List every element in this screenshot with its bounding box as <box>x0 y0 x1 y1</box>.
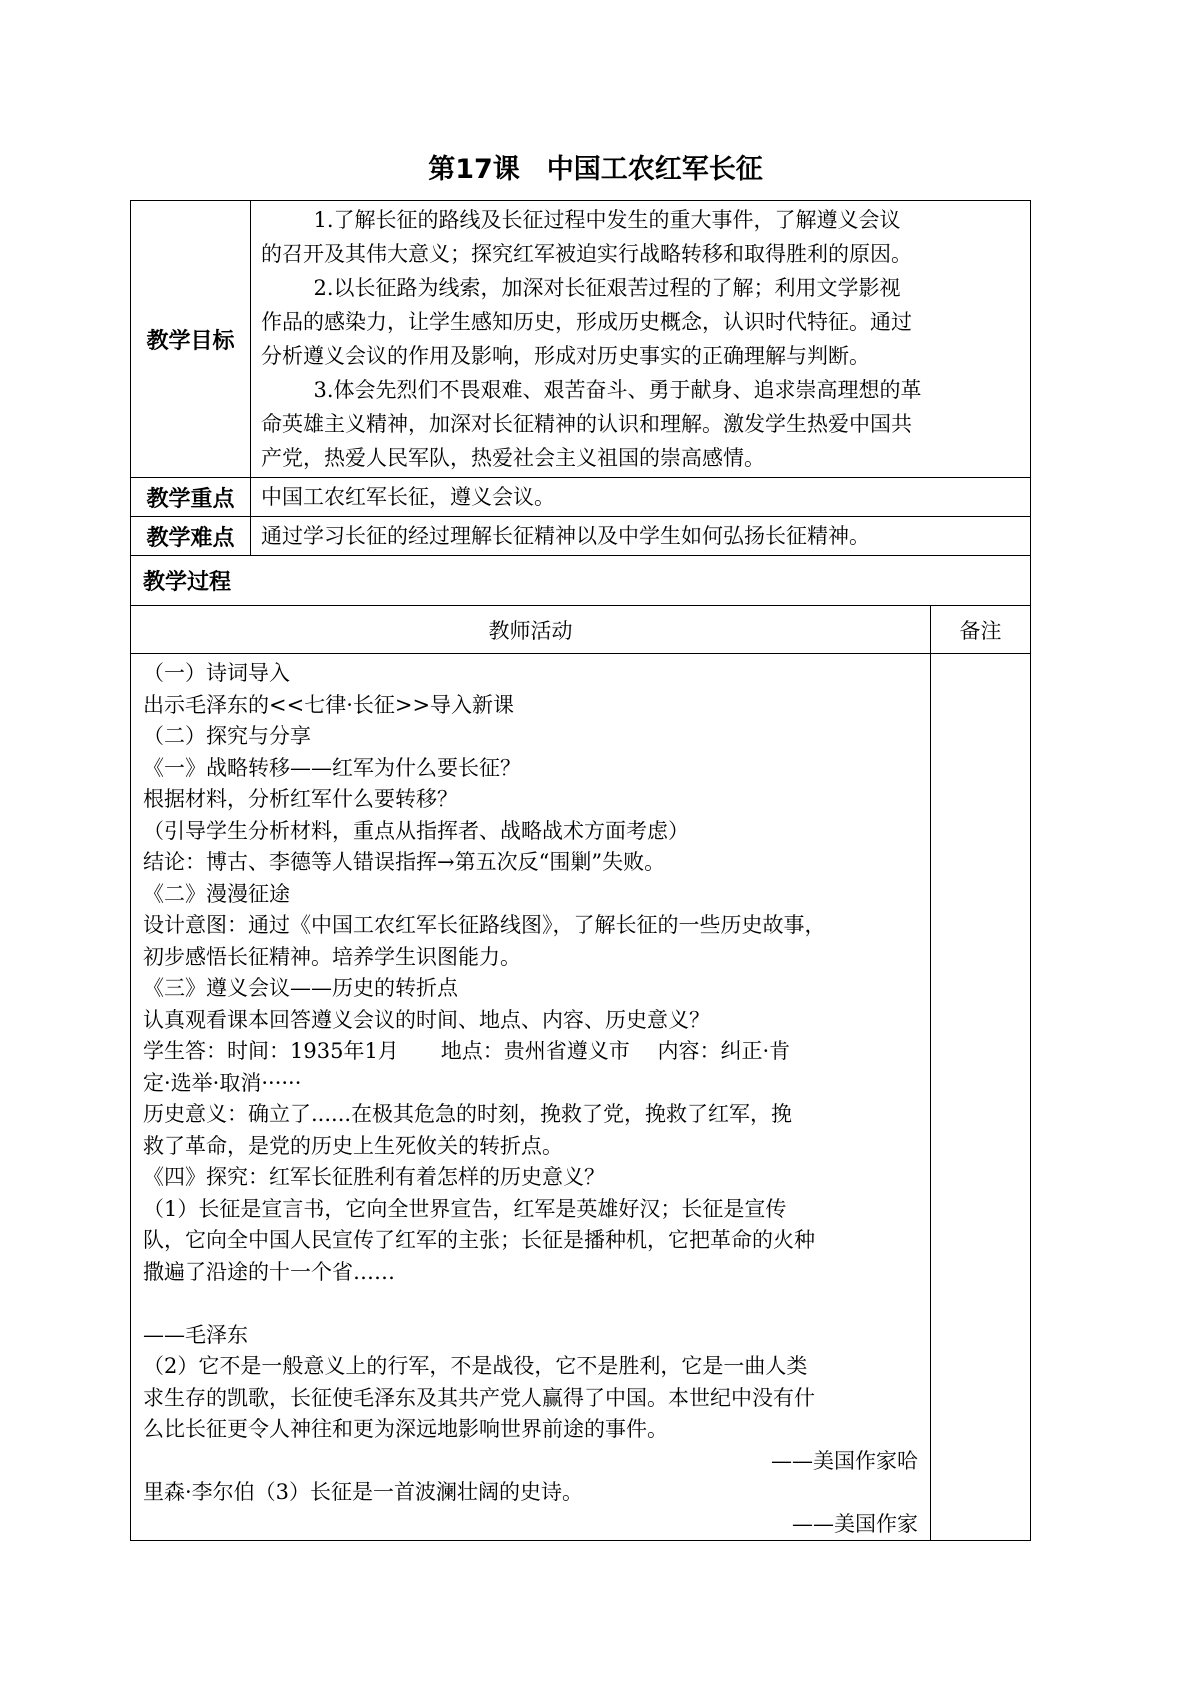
activity-line: （一）诗词导入 <box>143 661 290 685</box>
activity-line: 队，它向全中国人民宣传了红军的主张；长征是播种机，它把革命的火种 <box>143 1228 815 1252</box>
activity-line: 历史意义：确立了......在极其危急的时刻，挽救了党，挽救了红军，挽 <box>143 1102 793 1126</box>
lesson-plan-table <box>130 200 1031 1541</box>
objective-3-first-line: 3.体会先烈们不畏艰难、艰苦奋斗、勇于献身、追求崇高理想的革 <box>313 378 922 402</box>
key-points-text: 中国工农红军长征，遵义会议。 <box>251 478 1031 517</box>
activity-line: 根据材料，分析红军什么要转移？ <box>143 787 458 811</box>
activity-line: （2）它不是一般意义上的行军，不是战役，它不是胜利，它是一曲人类 <box>143 1354 808 1378</box>
objective-1-first-line: 1.了解长征的路线及长征过程中发生的重大事件，了解遵义会议 <box>313 208 901 232</box>
teacher-activity-content <box>131 654 931 1541</box>
notes-cell <box>931 654 1031 1541</box>
page-title: 第17课 中国工农红军长征 <box>428 154 763 185</box>
objective-1-line: 的召开及其伟大意义；探究红军被迫实行战略转移和取得胜利的原因。 <box>261 242 912 266</box>
attribution-line: ——美国作家 <box>792 1511 918 1536</box>
activity-line: 结论：博古、李德等人错误指挥→第五次反“围剿”失败。 <box>143 850 666 874</box>
objective-2-line: 作品的感染力，让学生感知历史，形成历史概念，认识时代特征。通过 <box>261 310 912 334</box>
activity-line: 求生存的凯歌，长征使毛泽东及其共产党人赢得了中国。本世纪中没有什 <box>143 1385 815 1410</box>
activity-line: 《三》遵义会议——历史的转折点 <box>143 976 458 1000</box>
process-body-row <box>131 654 1031 1541</box>
activity-line: 么比长征更令人神往和更为深远地影响世界前途的事件。 <box>143 1417 668 1441</box>
activity-line: 设计意图：通过《中国工农红军长征路线图》，了解长征的一些历史故事， <box>143 913 826 937</box>
notes-column-header: 备注 <box>931 606 1031 654</box>
activity-line: 出示毛泽东的<<七律·长征>>导入新课 <box>143 692 515 717</box>
process-header-row <box>131 556 1031 606</box>
activity-line: 学生答：时间：1935年1月 地点：贵州省遵义市 内容：纠正·肯 <box>143 1039 791 1063</box>
activity-line: 撒遍了沿途的十一个省…… <box>143 1259 395 1284</box>
activity-line: 里森·李尔伯（3）长征是一首波澜壮阔的史诗。 <box>143 1480 584 1504</box>
objectives-content <box>251 201 1031 478</box>
objective-3-line: 产党，热爱人民军队，热爱社会主义祖国的崇高感情。 <box>261 446 765 470</box>
activity-line: 《二》漫漫征途 <box>143 881 290 906</box>
difficulties-row <box>131 517 1031 556</box>
activity-line: （1）长征是宣言书，它向全世界宣告，红军是英雄好汉；长征是宣传 <box>143 1196 787 1221</box>
process-columns-row <box>131 606 1031 654</box>
activity-line: 认真观看课本回答遵义会议的时间、地点、内容、历史意义？ <box>143 1007 710 1032</box>
activity-line: 救了革命，是党的历史上生死攸关的转折点。 <box>143 1133 563 1158</box>
activity-line: （引导学生分析材料，重点从指挥者、战略战术方面考虑） <box>143 818 689 843</box>
activity-line: 初步感悟长征精神。培养学生识图能力。 <box>143 944 521 969</box>
objective-2-first-line: 2.以长征路为线索，加深对长征艰苦过程的了解；利用文学影视 <box>313 276 901 300</box>
difficulties-text: 通过学习长征的经过理解长征精神以及中学生如何弘扬长征精神。 <box>251 517 1031 556</box>
process-label: 教学过程 <box>131 556 1031 606</box>
key-points-row <box>131 478 1031 517</box>
activity-line: 《四》探究：红军长征胜利有着怎样的历史意义？ <box>143 1165 605 1189</box>
attribution-line: ——美国作家哈 <box>771 1448 918 1473</box>
objectives-label: 教学目标 <box>131 201 251 478</box>
difficulties-label: 教学难点 <box>131 517 251 556</box>
activity-line: ——毛泽东 <box>143 1322 248 1347</box>
objective-3-line: 命英雄主义精神，加深对长征精神的认识和理解。激发学生热爱中国共 <box>261 412 912 436</box>
activity-column-header: 教师活动 <box>131 606 931 654</box>
blank-line <box>143 1288 918 1320</box>
activity-line: 定·选举·取消······ <box>143 1070 302 1095</box>
activity-line: （二）探究与分享 <box>143 724 311 748</box>
activity-line: 《一》战略转移——红军为什么要长征？ <box>143 755 521 780</box>
key-points-label: 教学重点 <box>131 478 251 517</box>
objectives-row <box>131 201 1031 478</box>
objective-2-line: 分析遵义会议的作用及影响，形成对历史事实的正确理解与判断。 <box>261 344 870 368</box>
